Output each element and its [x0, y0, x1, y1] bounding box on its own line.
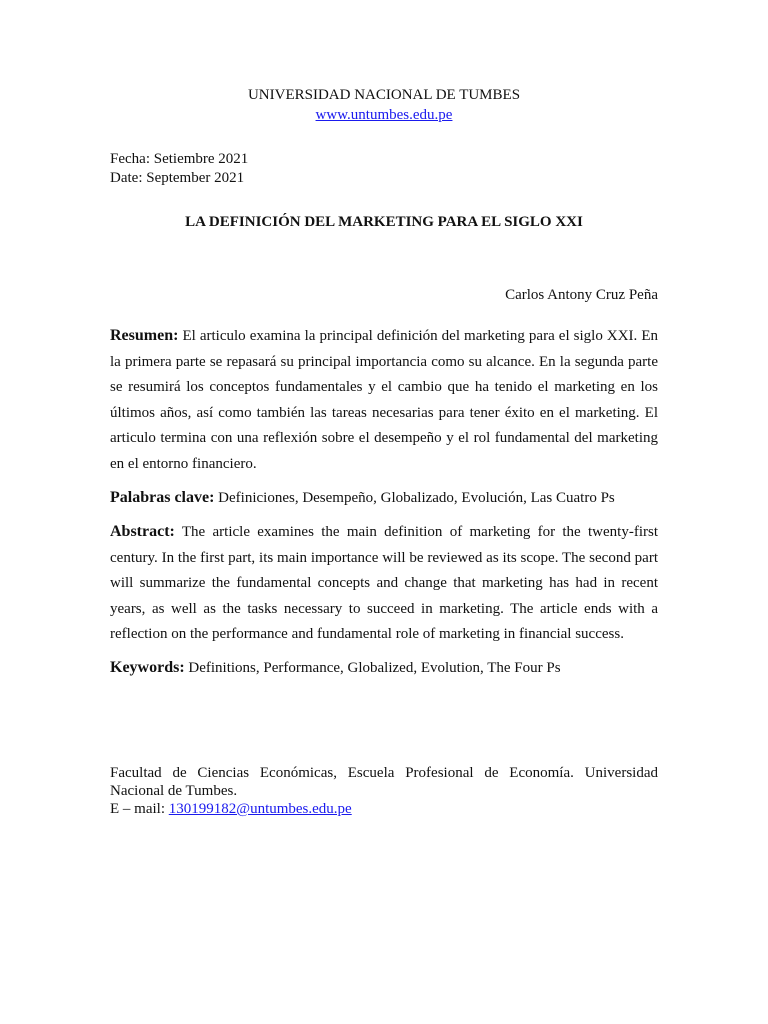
document-header — [0, 85, 768, 125]
resumen-label: Resumen: — [110, 327, 179, 344]
date-block — [110, 150, 248, 188]
fecha-line: Fecha: Setiembre 2021 — [110, 151, 249, 167]
email-label: E – mail: — [110, 801, 169, 817]
website-link[interactable]: www.untumbes.edu.pe — [315, 107, 453, 123]
article-title: LA DEFINICIÓN DEL MARKETING PARA EL SIGLO XXI — [185, 214, 583, 230]
date-line: Date: September 2021 — [110, 170, 245, 186]
institution-name: UNIVERSIDAD NACIONAL DE TUMBES — [247, 87, 521, 103]
keywords-text: Definitions, Performance, Globalized, Evolution, The Four Ps — [184, 660, 561, 676]
palabras-clave-label: Palabras clave: — [110, 489, 215, 506]
footer-affiliation — [110, 764, 658, 818]
keywords-label: Keywords: — [110, 659, 185, 676]
abstract-label: Abstract: — [110, 523, 175, 540]
resumen-paragraph — [110, 323, 658, 478]
abstract-paragraph — [110, 519, 658, 648]
affiliation-text: Facultad de Ciencias Económicas, Escuela Profesional de Economía. Universidad Nacional de Tumbes. — [110, 765, 658, 799]
author-name: Carlos Antony Cruz Peña — [505, 287, 658, 303]
palabras-clave-text: Definiciones, Desempeño, Globalizado, Evolución, Las Cuatro Ps — [214, 490, 615, 506]
email-line — [110, 800, 658, 818]
palabras-clave-paragraph — [110, 488, 658, 508]
abstract-text: The article examines the main definition of marketing for the twenty-first century. In the first part, its main importance will be reviewed as its scope. The second part will summarize the fundamental concepts and change that marketing has had in recent years, as well as the tasks necessary to succeed in marketing. The article ends with a reflection on the performance and fundamental role of marketing in financial success. — [110, 524, 658, 642]
keywords-paragraph — [110, 658, 658, 678]
email-link[interactable]: 130199182@untumbes.edu.pe — [168, 801, 352, 817]
resumen-text: El articulo examina la principal definición del marketing para el siglo XXI. En la primera parte se repasará su principal importancia como su alcance. En la segunda parte se resumirá los conceptos fundamentales y el cambio que ha tenido el marketing en los últimos años, así como también las tareas necesarias para tener éxito en el marketing. El articulo termina con una reflexión sobre el desempeño y el rol fundamental del marketing en el entorno financiero. — [110, 328, 658, 472]
